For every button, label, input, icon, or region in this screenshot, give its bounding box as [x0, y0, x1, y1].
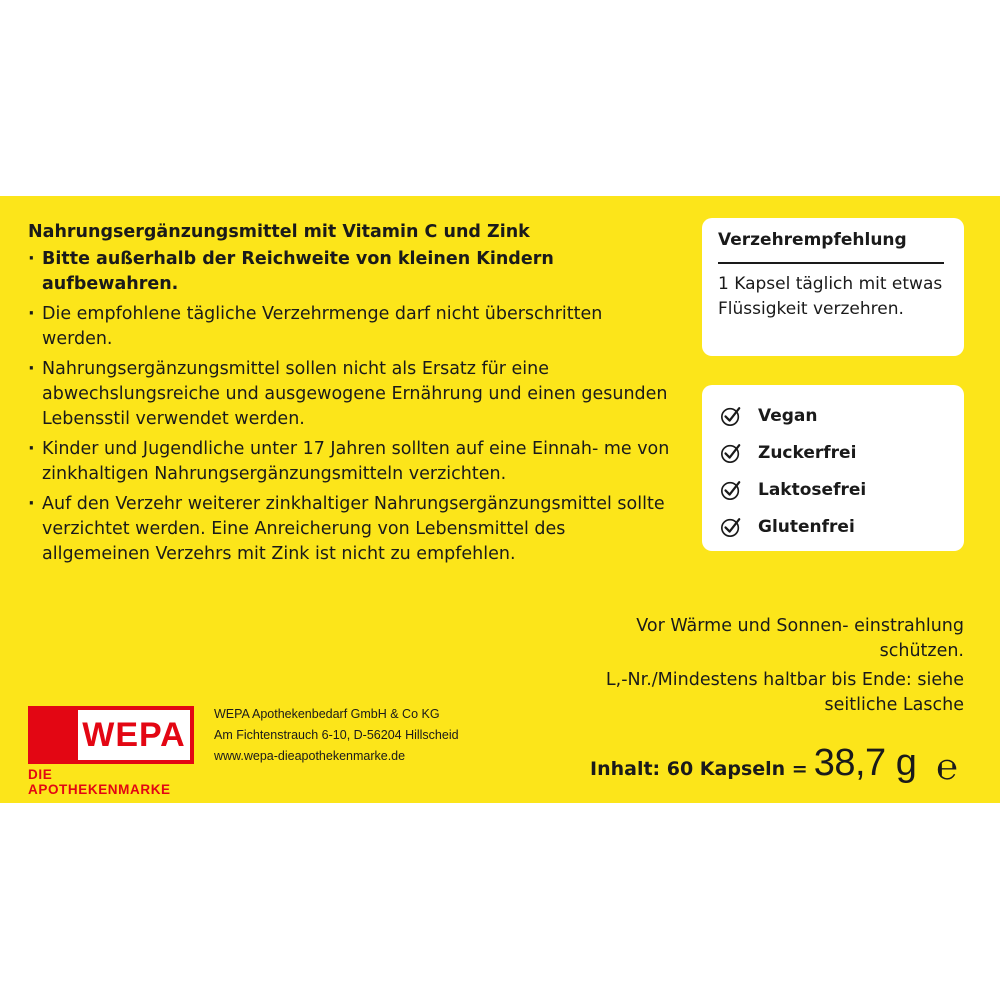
logo-wordmark: WEPA [82, 715, 186, 754]
manufacturer-address [214, 704, 459, 767]
warning-item: · Nahrungsergänzungsmittel sollen nicht als Ersatz für eine abwechslungsreiche und ausgewogene Ernährung und einen gesunden Lebensstil verwendet werden. [28, 357, 678, 432]
feature-label: Glutenfrei [758, 516, 855, 537]
feature-item [720, 434, 866, 471]
product-info [28, 220, 678, 572]
feature-item [720, 397, 866, 434]
contents-amount: 38,7 g [813, 742, 917, 784]
storage-info [604, 614, 964, 718]
feature-label: Vegan [758, 405, 818, 426]
wepa-logo [28, 706, 194, 764]
batch-note: L,-Nr./Mindestens haltbar bis Ende: siehe seitliche Lasche [605, 670, 964, 715]
logo-inner [78, 710, 190, 760]
estimated-sign-icon: ℮ [936, 747, 958, 788]
checkmark-circle-icon [720, 479, 742, 501]
warning-item: · Auf den Verzehr weiterer zinkhaltiger Nahrungsergänzungsmittel sollte verzichtet werden. Eine Anreicherung von Lebensmittel des allgemeinen Verzehrs mit Zink ist nicht zu empfehlen. [28, 492, 678, 567]
warning-item: · Die empfohlene tägliche Verzehrmenge darf nicht überschritten werden. [28, 302, 678, 352]
dosage-divider [718, 262, 944, 264]
warning-item: · Bitte außerhalb der Reichweite von kleinen Kindern aufbewahren. [28, 247, 678, 297]
features-card [702, 385, 964, 551]
feature-list [720, 397, 866, 545]
checkmark-circle-icon [720, 405, 742, 427]
feature-label: Laktosefrei [758, 479, 867, 500]
feature-label: Zuckerfrei [758, 442, 857, 463]
contents-label: Inhalt: 60 Kapseln = [590, 758, 808, 780]
manufacturer-website: www.wepa-dieapothekenmarke.de [214, 749, 406, 763]
checkmark-circle-icon [720, 516, 742, 538]
feature-item [720, 471, 866, 508]
checkmark-circle-icon [720, 442, 742, 464]
dosage-title: Verzehrempfehlung [718, 230, 907, 250]
product-title: Nahrungsergänzungsmittel mit Vitamin C und Zink [28, 222, 530, 242]
manufacturer-street: Am Fichtenstrauch 6-10, D-56204 Hillscheid [214, 728, 459, 742]
dosage-card [702, 218, 964, 356]
warning-item: · Kinder und Jugendliche unter 17 Jahren sollten auf eine Einnah- me von zinkhaltigen Nahrungsergänzungsmitteln verzichten. [28, 437, 678, 487]
manufacturer-name: WEPA Apothekenbedarf GmbH & Co KG [214, 707, 440, 721]
brand-tagline: DIE APOTHEKENMARKE [28, 767, 171, 797]
net-contents [590, 742, 970, 792]
feature-item [720, 508, 866, 545]
dosage-text: 1 Kapsel täglich mit etwas Flüssigkeit verzehren. [718, 274, 943, 319]
warning-list [28, 247, 678, 567]
storage-note: Vor Wärme und Sonnen- einstrahlung schützen. [636, 616, 964, 661]
